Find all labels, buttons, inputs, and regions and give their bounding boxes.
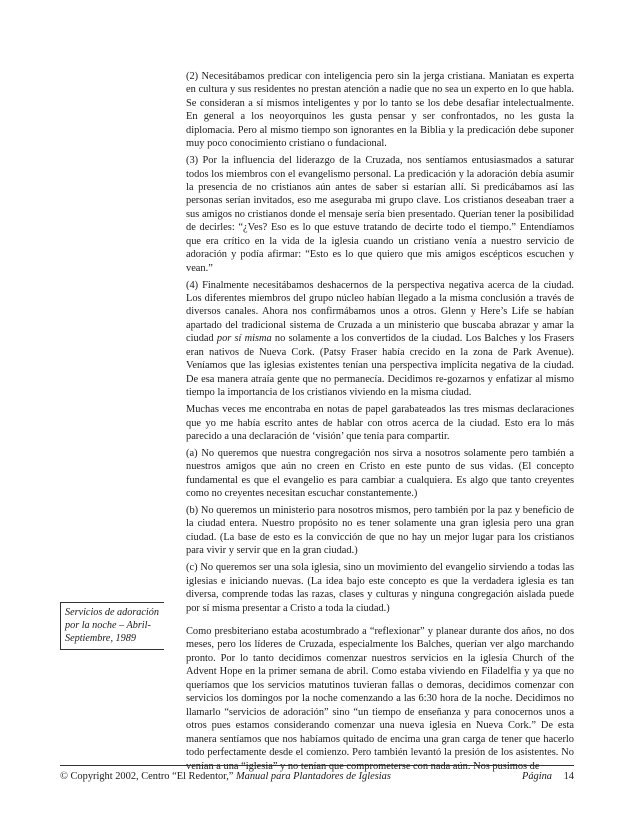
page-footer [60,770,574,783]
sidenote-box: Servicios de adoración por la noche – Abril-Septiembre, 1989 [60,602,164,650]
footer-divider [60,765,574,766]
paragraph-4 [186,279,574,400]
statement-a: (a) No queremos que nuestra congregación nos sirva a nosotros solamente pero también a nuestros amigos que aún no creen en Cristo en este punto de sus vidas. (El concepto fundamental es que el evangelio es para cambiar a cualquiera. Es algo que tanto creyentes como no creyentes necesitan escuchar constantemente.) [186,447,574,500]
footer-book-title: Manual para Plantadores de Iglesias [236,771,391,782]
statement-c: (c) No queremos ser una sola iglesia, sino un movimiento del evangelio sirviendo a todas las iglesias e iniciando nuevas. (La idea bajo este concepto es que la verdadera iglesia es tan diversa, comprende todas las razas, clases y culturas y ninguna congregación aislada puede por sí misma presentar a Cristo a toda la ciudad.) [186,562,574,614]
paragraph-2: (2) Necesitábamos predicar con inteligencia pero sin la jerga cristiana. Maniatan es experta en cultura y sus residentes no prestan atención a nadie que no sea un experto en lo que habla. Se consideran a sí mismos inteligentes y por lo tanto se los debe desafiar intelectualmente. En general a los neoyorquinos les gusta pensar y ser confrontados, no les gusta la diplomacia. Pero al mismo tiempo son ignorantes en la Biblia y la predicación debe suponer muy poco conocimiento cristiano o fundacional. [186,71,574,150]
paragraph-4-text-b: no solamente a los convertidos de la ciudad. Los Balches y los Frasers eran nativos de Nueva Cork. (Patsy Fraser había crecido en la zona de Park Avenue). Veníamos que las iglesias existentes tenían una perspectiva implícita negativa de la ciudad. De esa manera atraía gente que no permanecía. Decidimos re-gozarnos y enfatizar al mismo tiempo la importancia de los cristianos viviendo en la misma ciudad. [186,333,575,399]
footer-copyright: © Copyright 2002, Centro “El Redentor,” [60,771,237,782]
paragraph-4-text-a: (4) Finalmente necesitábamos deshacernos de la perspectiva negativa acerca de la ciudad. Los diferentes miembros del grupo núcleo habían llegado a la misma conclusión a través de diversos canales. Ahora nos confirmábamos unos a otros. Glenn y Here’s Life se habían apartado del tradicional sistema de Cruzada a un ministerio que buscaba abrazar y amar la ciudad [186,279,574,345]
paragraph-3: (3) Por la influencia del liderazgo de la Cruzada, nos sentíamos entusiasmados a saturar todos los miembros con el evangelismo personal. La predicación y la adoración debía asumir la presencia de no cristianos aún antes de saber si estarían allí. Si predicábamos así las personas serían invitados, eso me aseguraba mi grupo clave. Los cristianos deseaban traer a sus amigos no cristianos donde el mensaje sería bien presentado. Querían tener la posibilidad de decirles: “¿Ves? Eso es lo que estuve tratando de decirte todo el tiempo.” Entendíamos que era crítico en la vida de la iglesia cuando un cristiano venía a nuestro servicio de adoración y podía afirmar: “Esto es lo que quiero que mis amigos escépticos escuchen y vean.” [186,155,574,274]
paragraph-notes: Muchas veces me encontraba en notas de papel garabateados las tres mismas declaraciones que yo me había escrito antes de hablar con otros acerca de la ciudad. Esto era lo más parecido a una declaración de ‘visión’ que tenía para compartir. [186,404,574,442]
footer-page-label: Página [521,771,552,782]
statement-b: (b) No queremos un ministerio para nosotros mismos, pero también por la paz y beneficio de la ciudad entera. Nuestro propósito no es tener solamente una gran iglesia pero una gran ciudad. (La base de esto es la convicción de que no hay un mejor lugar para los cristianos para vivir y servir que en la gran ciudad.) [186,505,574,557]
paragraph-evening-services: Como presbiteriano estaba acostumbrado a “reflexionar” y planear durante dos años, no dos meses, pero los líderes de Cruzada, especialmente los Balches, querían ver algo marchando pronto. Por lo tanto decidimos comenzar nuestros servicios en la iglesia Church of the Advent Hope en la primer semana de abril. Como estaba viviendo en Filadelfia y ya que no queríamos que los servicios matutinos tuvieran fallas o demoras, decidimos comenzar con servicios los domingos por la noche comenzando a las 6:30 hora de la noche. Decidimos no llamarlo “servicios de adoración” sino “un tiempo de enseñanza y para conocernos unos a otros pues estamos considerando comenzar una nueva iglesia en Nueva Cork.” De esta manera sentíamos que nos habíamos quitado de encima una gran carga de tener que hacerlo todo perfectamente desde el comienzo. Pero también levantó la presión de los asistentes. No venían a una “iglesia” y no tenían que comprometerse con nada aún. Nos pusimos de [186,626,574,772]
main-text [186,70,574,776]
paragraph-4-emphasis: por sí misma [216,333,272,345]
footer-page-number: 14 [563,771,574,782]
